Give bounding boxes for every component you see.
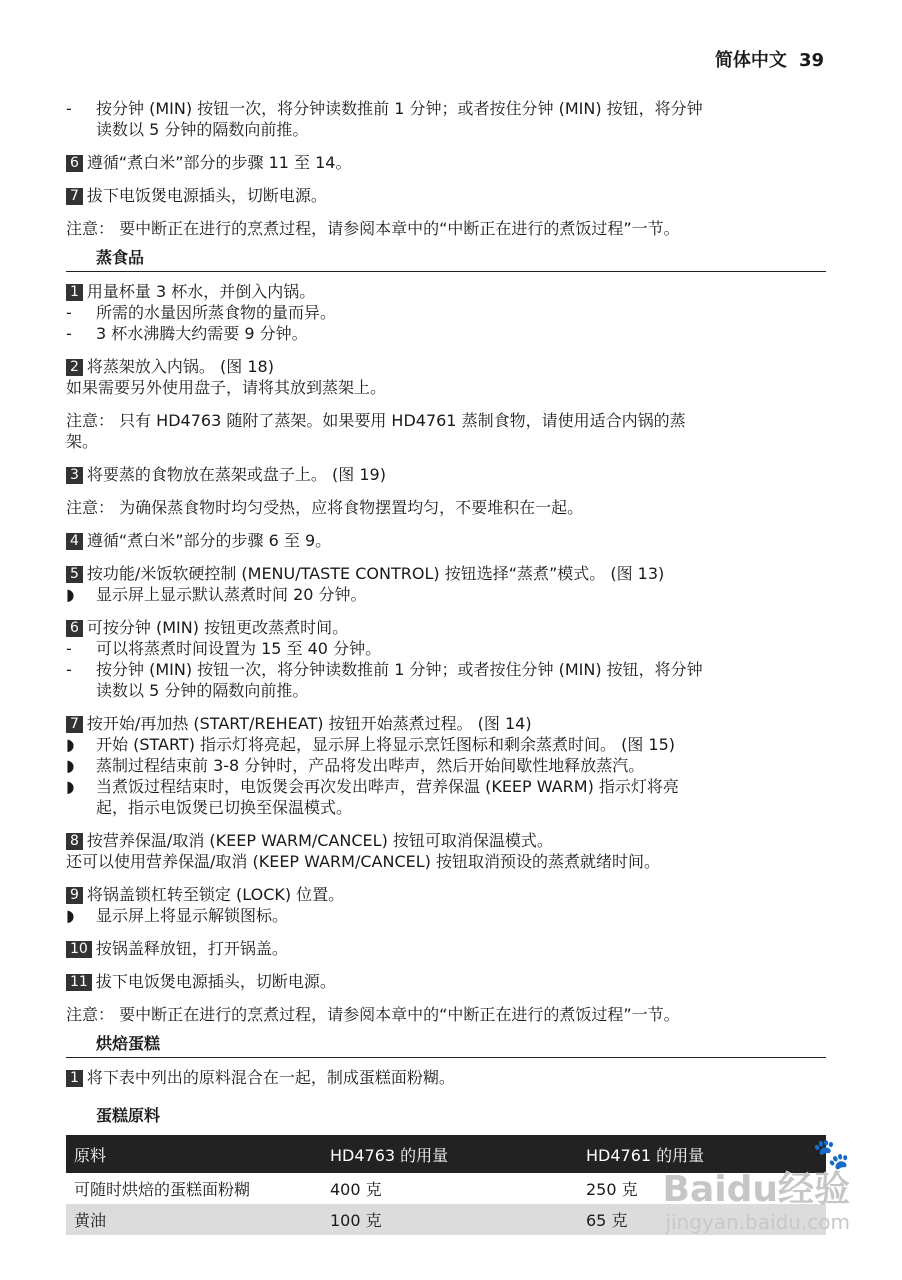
spacer bbox=[66, 140, 826, 152]
paragraph-line: 注意： 只有 HD4763 随附了蒸架。如果要用 HD4761 蒸制食物，请使用适合内锅的蒸 bbox=[66, 411, 686, 430]
table-cell: 250 克 bbox=[586, 1180, 638, 1199]
bullet-marker-icon: ◗ bbox=[66, 906, 75, 925]
continuation-line: 读数以 5 分钟的隔数向前推。 bbox=[96, 120, 309, 139]
paragraph-line: 注意： 为确保蒸食物时均匀受热，应将食物摆置均匀，不要堆积在一起。 bbox=[66, 498, 584, 517]
spacer bbox=[66, 1088, 826, 1100]
spacer bbox=[66, 485, 826, 497]
spacer bbox=[66, 518, 826, 530]
table-header-cell: HD4763 的用量 bbox=[322, 1135, 578, 1173]
dash-marker: - bbox=[66, 639, 72, 658]
step-item bbox=[66, 185, 826, 206]
page-header bbox=[715, 46, 824, 72]
step-item bbox=[66, 830, 826, 851]
step-number-badge: 1 bbox=[66, 284, 83, 301]
spacer bbox=[66, 452, 826, 464]
spacer bbox=[66, 818, 826, 830]
list-item-text: 蒸制过程结束前 3-8 分钟时，产品将发出哔声，然后开始间歇性地释放蒸汽。 bbox=[96, 756, 645, 775]
dash-marker: - bbox=[66, 660, 72, 679]
step-text: 拔下电饭煲电源插头，切断电源。 bbox=[86, 186, 327, 205]
dash-marker: - bbox=[66, 324, 72, 343]
continuation-line: 起，指示电饭煲已切换至保温模式。 bbox=[96, 798, 353, 817]
dash-list-item bbox=[66, 659, 826, 680]
step-text: 用量杯量 3 杯水，并倒入内锅。 bbox=[86, 282, 316, 301]
step-item bbox=[66, 971, 826, 992]
step-item bbox=[66, 1067, 826, 1088]
spacer bbox=[66, 398, 826, 410]
table-header-cell: 原料 bbox=[66, 1135, 322, 1173]
bullet-list-item bbox=[66, 755, 826, 776]
spacer bbox=[66, 701, 826, 713]
dash-list-item bbox=[66, 638, 826, 659]
dash-list-item bbox=[66, 323, 826, 344]
spacer bbox=[66, 173, 826, 185]
document-body bbox=[66, 98, 826, 1235]
watermark-brand: Baidu经验 bbox=[662, 1169, 850, 1210]
paw-logo-icon: 🐾 bbox=[812, 1137, 850, 1172]
step-item bbox=[66, 464, 826, 485]
section-heading: 蒸食品 bbox=[66, 245, 826, 272]
step-item bbox=[66, 356, 826, 377]
step-text: 将蒸架放入内锅。 (图 18) bbox=[86, 357, 274, 376]
header-language: 简体中文 bbox=[714, 50, 787, 71]
continuation-line: 读数以 5 分钟的隔数向前推。 bbox=[96, 681, 309, 700]
dash-list-item bbox=[66, 98, 826, 119]
bullet-marker-icon: ◗ bbox=[66, 585, 75, 604]
step-item bbox=[66, 281, 826, 302]
step-text: 按锅盖释放钮，打开锅盖。 bbox=[95, 939, 288, 958]
step-number-badge: 10 bbox=[66, 941, 92, 958]
bullet-marker-icon: ◗ bbox=[66, 756, 75, 775]
step-number-badge: 6 bbox=[66, 620, 83, 637]
step-text: 按营养保温/取消 (KEEP WARM/CANCEL) 按钮可取消保温模式。 bbox=[86, 831, 553, 850]
paragraph-line: 注意： 要中断正在进行的烹煮过程，请参阅本章中的“中断正在进行的煮饭过程”一节。 bbox=[66, 1005, 680, 1024]
spacer bbox=[66, 959, 826, 971]
step-number-badge: 7 bbox=[66, 716, 83, 733]
list-item-text: 当煮饭过程结束时，电饭煲会再次发出哔声，营养保温 (KEEP WARM) 指示灯将亮 bbox=[96, 777, 679, 796]
list-item-text: 开始 (START) 指示灯将亮起，显示屏上将显示烹饪图标和剩余蒸煮时间。 (图 15) bbox=[96, 735, 676, 754]
list-item-text: 可以将蒸煮时间设置为 15 至 40 分钟。 bbox=[96, 639, 382, 658]
sub-heading: 蛋糕原料 bbox=[96, 1106, 161, 1125]
spacer bbox=[66, 992, 826, 1004]
step-item bbox=[66, 530, 826, 551]
step-text: 按开始/再加热 (START/REHEAT) 按钮开始蒸煮过程。 (图 14) bbox=[86, 714, 532, 733]
list-item-text: 显示屏上将显示解锁图标。 bbox=[96, 906, 289, 925]
step-item bbox=[66, 713, 826, 734]
table-cell: 可随时烘焙的蛋糕面粉糊 bbox=[74, 1180, 251, 1199]
step-item bbox=[66, 617, 826, 638]
list-item-text: 按分钟 (MIN) 按钮一次，将分钟读数推前 1 分钟；或者按住分钟 (MIN) 按钮，将分钟 bbox=[96, 660, 703, 679]
spacer bbox=[66, 872, 826, 884]
step-number-badge: 4 bbox=[66, 533, 83, 550]
step-number-badge: 11 bbox=[66, 974, 92, 991]
step-number-badge: 3 bbox=[66, 467, 83, 484]
step-number-badge: 6 bbox=[66, 155, 83, 172]
table-cell: 100 克 bbox=[322, 1204, 578, 1235]
table-cell: 400 克 bbox=[330, 1180, 382, 1199]
step-number-badge: 9 bbox=[66, 887, 83, 904]
step-item bbox=[66, 884, 826, 905]
page-number: 39 bbox=[798, 50, 824, 71]
dash-marker: - bbox=[66, 303, 72, 322]
step-text: 将下表中列出的原料混合在一起，制成蛋糕面粉糊。 bbox=[86, 1068, 455, 1087]
step-text: 按功能/米饭软硬控制 (MENU/TASTE CONTROL) 按钮选择“蒸煮”模式。 (图 13) bbox=[86, 564, 665, 583]
step-text: 将锅盖锁杠转至锁定 (LOCK) 位置。 bbox=[86, 885, 345, 904]
bullet-list-item bbox=[66, 905, 826, 926]
dash-list-item bbox=[66, 302, 826, 323]
step-text: 拔下电饭煲电源插头，切断电源。 bbox=[95, 972, 336, 991]
step-text: 将要蒸的食物放在蒸架或盘子上。 (图 19) bbox=[86, 465, 386, 484]
spacer bbox=[66, 551, 826, 563]
list-item-text: 3 杯水沸腾大约需要 9 分钟。 bbox=[96, 324, 308, 343]
baidu-watermark bbox=[662, 1137, 850, 1234]
dash-marker: - bbox=[66, 99, 72, 118]
step-text: 遵循“煮白米”部分的步骤 6 至 9。 bbox=[86, 531, 332, 550]
spacer bbox=[66, 206, 826, 218]
bullet-list-item bbox=[66, 776, 826, 797]
step-item bbox=[66, 563, 826, 584]
list-item-text: 所需的水量因所蒸食物的量而异。 bbox=[96, 303, 337, 322]
list-item-text: 按分钟 (MIN) 按钮一次，将分钟读数推前 1 分钟；或者按住分钟 (MIN) 按钮，将分钟 bbox=[96, 99, 703, 118]
paragraph-line: 如果需要另外使用盘子，请将其放到蒸架上。 bbox=[66, 378, 387, 397]
step-number-badge: 8 bbox=[66, 833, 83, 850]
paragraph-line: 注意： 要中断正在进行的烹煮过程，请参阅本章中的“中断正在进行的煮饭过程”一节。 bbox=[66, 219, 680, 238]
paragraph-line: 架。 bbox=[66, 432, 99, 451]
bullet-marker-icon: ◗ bbox=[66, 777, 75, 796]
bullet-marker-icon: ◗ bbox=[66, 735, 75, 754]
paragraph-line: 还可以使用营养保温/取消 (KEEP WARM/CANCEL) 按钮取消预设的蒸煮就绪时间。 bbox=[66, 852, 660, 871]
bullet-list-item bbox=[66, 584, 826, 605]
table-cell: 黄油 bbox=[66, 1204, 322, 1235]
spacer bbox=[66, 605, 826, 617]
step-item bbox=[66, 938, 826, 959]
table-header-cell: HD4761 的用量 bbox=[578, 1135, 826, 1173]
bullet-list-item bbox=[66, 734, 826, 755]
step-text: 可按分钟 (MIN) 按钮更改蒸煮时间。 bbox=[86, 618, 349, 637]
spacer bbox=[66, 344, 826, 356]
table-cell: 65 克 bbox=[578, 1204, 826, 1235]
step-number-badge: 1 bbox=[66, 1070, 83, 1087]
step-number-badge: 2 bbox=[66, 359, 83, 376]
section-heading: 烘焙蛋糕 bbox=[66, 1031, 826, 1058]
step-number-badge: 5 bbox=[66, 566, 83, 583]
step-text: 遵循“煮白米”部分的步骤 11 至 14。 bbox=[86, 153, 352, 172]
watermark-url: jingyan.baidu.com bbox=[665, 1210, 850, 1234]
spacer bbox=[66, 926, 826, 938]
step-number-badge: 7 bbox=[66, 188, 83, 205]
step-item bbox=[66, 152, 826, 173]
list-item-text: 显示屏上显示默认蒸煮时间 20 分钟。 bbox=[96, 585, 367, 604]
